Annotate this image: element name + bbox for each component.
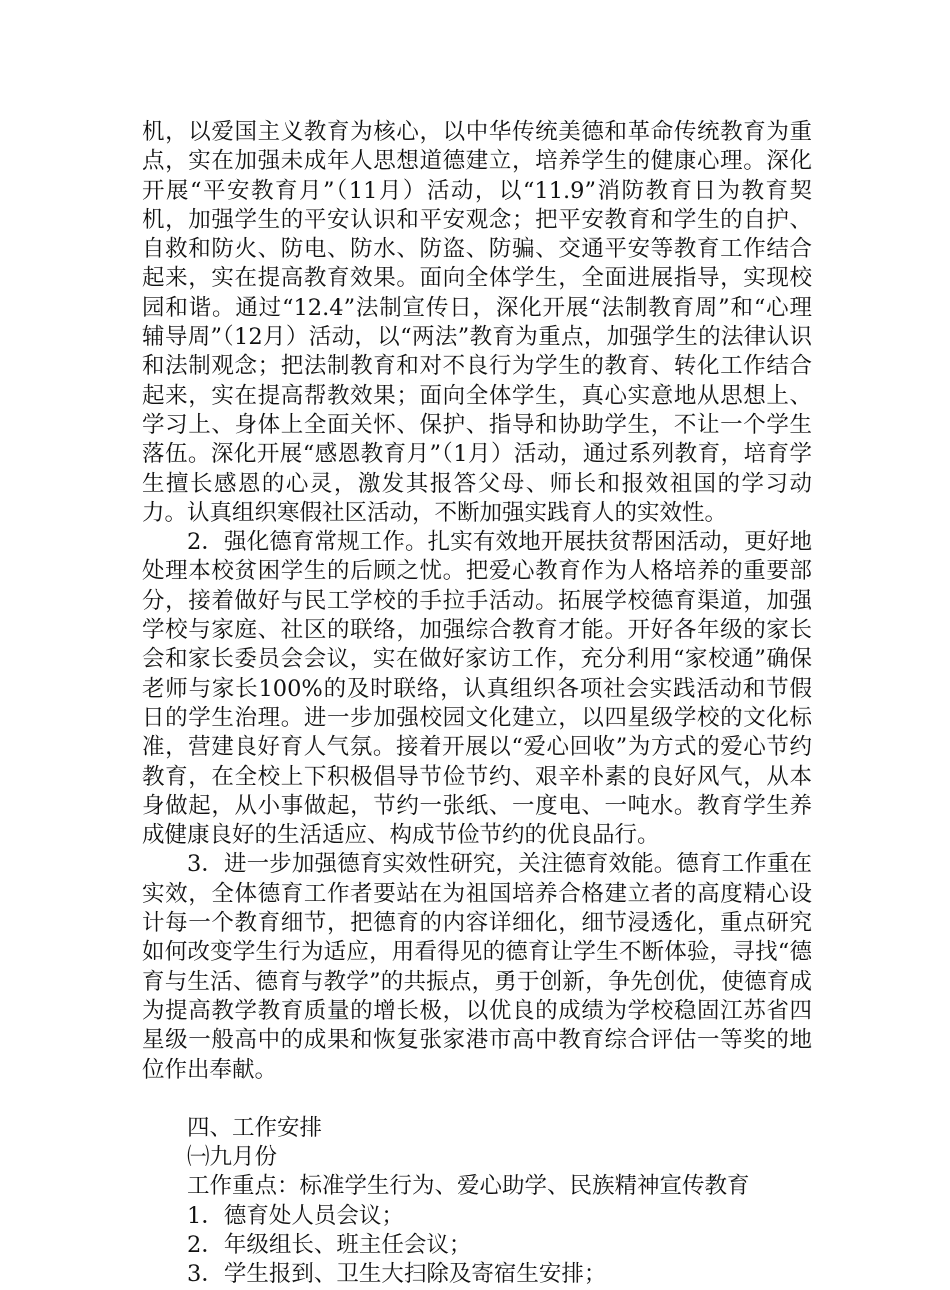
work-arrangement-section	[142, 1114, 812, 1290]
work-focus: 工作重点：标准学生行为、爱心助学、民族精神宣传教育	[187, 1173, 750, 1200]
section-heading: 四、工作安排	[187, 1114, 323, 1141]
list-item: 1．德育处人员会议；	[187, 1202, 404, 1229]
body-paragraph-3: 3．进一步加强德育实效性研究，关注德育效能。德育工作重在实效，全体德育工作者要站在为祖国培养合格建立者的高度精心设计每一个教育细节，把德育的内容详细化，细节浸透化，重点研究如何改变学生行为适应，用看得见的德育让学生不断体验，寻找“德育与生活、德育与教学”的共振点，勇于创新，争先创优，使德育成为提高教学教育质量的增长极，以优良的成绩为学校稳固江苏省四星级一般高中的成果和恢复张家港市高中教育综合评估一等奖的地位作出奉献。	[142, 851, 812, 1083]
document-page	[142, 118, 812, 1290]
body-paragraph-1: 机，以爱国主义教育为核心，以中华传统美德和革命传统教育为重点，实在加强未成年人思想道德建立，培养学生的健康心理。深化开展“平安教育月”（11月）活动，以“11.9”消防教育日为教育契机，加强学生的平安认识和平安观念；把平安教育和学生的自护、自救和防火、防电、防水、防盗、防骗、交通平安等教育工作结合起来，实在提高教育效果。面向全体学生，全面进展指导，实现校园和谐。通过“12.4”法制宣传日，深化开展“法制教育周”和“心理辅导周”（12月）活动，以“两法”教育为重点，加强学生的法律认识和法制观念；把法制教育和对不良行为学生的教育、转化工作结合起来，实在提高帮教效果；面向全体学生，真心实意地从思想上、学习上、身体上全面关怀、保护、指导和协助学生，不让一个学生落伍。深化开展“感恩教育月”（1月）活动，通过系列教育，培育学生擅长感恩的心灵，激发其报答父母、师长和报效祖国的学习动力。认真组织寒假社区活动，不断加强实践育人的实效性。	[142, 119, 812, 526]
month-heading: ㈠九月份	[187, 1144, 278, 1171]
body-paragraph-2: 2．强化德育常规工作。扎实有效地开展扶贫帮困活动，更好地处理本校贫困学生的后顾之忧。把爱心教育作为人格培养的重要部分，接着做好与民工学校的手拉手活动。拓展学校德育渠道，加强学校与家庭、社区的联络，加强综合教育才能。开好各年级的家长会和家长委员会会议，实在做好家访工作，充分利用“家校通”确保老师与家长100%的及时联络，认真组织各项社会实践活动和节假日的学生治理。进一步加强校园文化建立，以四星级学校的文化标准，营建良好育人气氛。接着开展以“爱心回收”为方式的爱心节约教育，在全校上下积极倡导节俭节约、艰辛朴素的良好风气，从本身做起，从小事做起，节约一张纸、一度电、一吨水。教育学生养成健康良好的生活适应、构成节俭节约的优良品行。	[142, 529, 812, 849]
list-item: 3．学生报到、卫生大扫除及寄宿生安排；	[187, 1261, 607, 1288]
list-item: 2．年级组长、班主任会议；	[187, 1231, 472, 1258]
